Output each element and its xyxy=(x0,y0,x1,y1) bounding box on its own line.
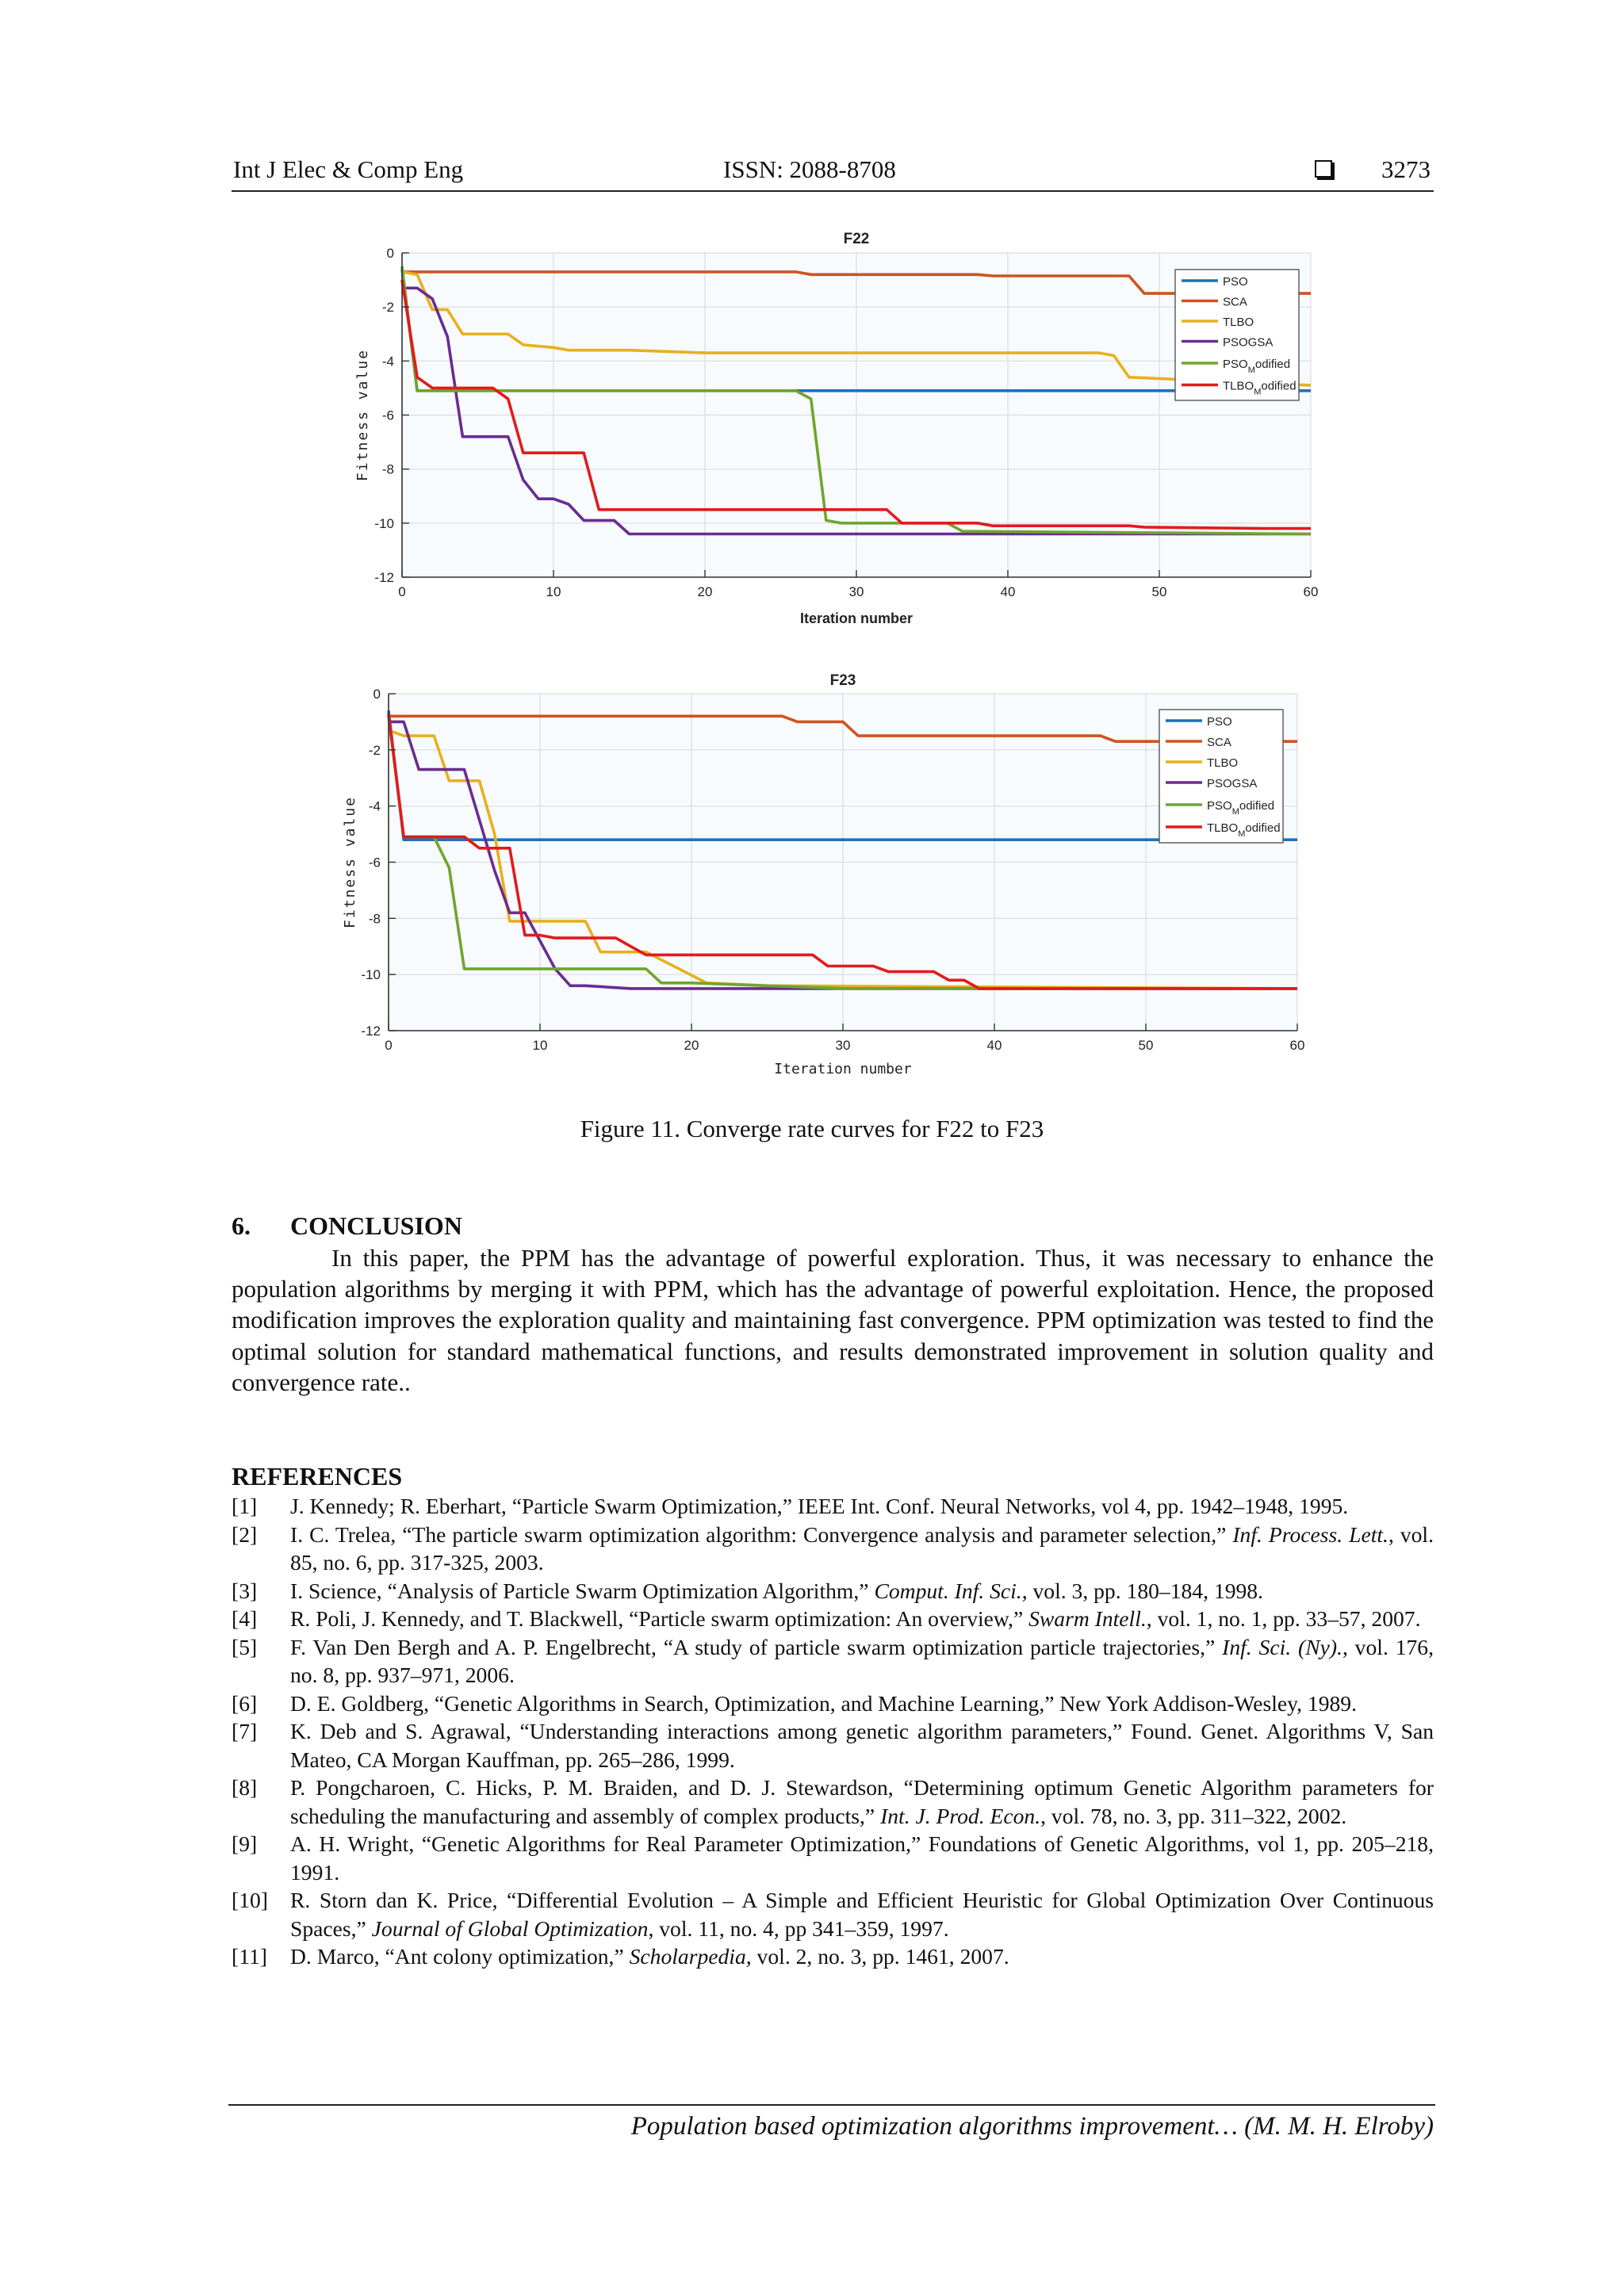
chart-title: F22 xyxy=(843,231,870,247)
reference-number: [8] xyxy=(232,1775,258,1800)
x-tick-label: 40 xyxy=(986,1038,1002,1053)
reference-number: [3] xyxy=(232,1578,258,1603)
legend-label: $TLBO_Modified$ xyxy=(1223,379,1297,397)
x-axis-label: Iteration number xyxy=(774,1061,912,1077)
y-tick-label: -6 xyxy=(368,855,381,871)
page-header xyxy=(232,155,1434,192)
y-tick-label: -8 xyxy=(381,461,394,477)
y-tick-label: 0 xyxy=(373,687,381,702)
reference-source: Scholarpedia, xyxy=(629,1944,752,1969)
reference-text: A. H. Wright, “Genetic Algorithms for Real Parameter Optimization,” Foundations of Genetic Algorithms, vol 1, pp. 205–218, 1991. xyxy=(290,1831,1434,1885)
legend-label: TLBO xyxy=(1223,316,1254,329)
reference-number: [4] xyxy=(232,1606,258,1631)
x-tick-label: 60 xyxy=(1289,1038,1305,1053)
legend-label: PSOGSA xyxy=(1223,335,1274,350)
x-tick-label: 0 xyxy=(385,1038,393,1053)
y-tick-label: -8 xyxy=(368,911,381,927)
y-tick-label: -4 xyxy=(368,798,381,814)
legend-label: SCA xyxy=(1223,295,1247,309)
reference-text: R. Poli, J. Kennedy, and T. Blackwell, “Particle swarm optimization: An overview,” xyxy=(290,1606,1029,1631)
y-tick-label: -4 xyxy=(381,354,394,369)
x-tick-label: 50 xyxy=(1151,584,1167,599)
journal-name: Int J Elec & Comp Eng xyxy=(233,155,464,183)
reference-text: D. E. Goldberg, “Genetic Algorithms in Search, Optimization, and Machine Learning,” New York Addison-Wesley, 1989. xyxy=(290,1690,1358,1716)
reference-item xyxy=(232,1717,1434,1774)
section-heading: CONCLUSION xyxy=(290,1211,462,1240)
y-tick-label: -10 xyxy=(374,515,394,531)
y-tick-label: -2 xyxy=(368,742,381,758)
x-tick-label: 0 xyxy=(398,584,406,599)
reference-source: Inf. Sci. (Ny). xyxy=(1222,1634,1342,1659)
reference-item xyxy=(232,1774,1434,1830)
reference-source: Journal of Global Optimization xyxy=(371,1915,649,1941)
x-tick-label: 20 xyxy=(697,584,713,599)
reference-number: [11] xyxy=(232,1944,267,1969)
reference-text: J. Kennedy; R. Eberhart, “Particle Swarm Optimization,” IEEE Int. Conf. Neural Networks, vol 4, pp. 1942–1948, 1995. xyxy=(290,1494,1349,1518)
x-tick-label: 40 xyxy=(1000,584,1016,599)
reference-source: Swarm Intell. xyxy=(1028,1606,1147,1631)
reference-text: D. Marco, “Ant colony optimization,” xyxy=(290,1944,630,1969)
chart-f22 xyxy=(0,222,1624,634)
x-tick-label: 10 xyxy=(532,1038,548,1053)
reference-item xyxy=(232,1605,1434,1633)
reference-list xyxy=(232,1492,1434,1971)
reference-item xyxy=(232,1492,1434,1521)
reference-item xyxy=(232,1830,1434,1886)
y-tick-label: -12 xyxy=(361,1024,381,1039)
page-number: 3273 xyxy=(1381,155,1431,183)
figure-caption: Figure 11. Converge rate curves for F22 to F23 xyxy=(580,1115,1044,1142)
reference-text: I. C. Trelea, “The particle swarm optimization algorithm: Convergence analysis and parameter selection,” xyxy=(290,1521,1233,1547)
legend-label: $TLBO_Modified$ xyxy=(1207,821,1281,839)
reference-text-tail: , vol. 85, no. 6, pp. 317-325, 2003. xyxy=(290,1521,1434,1575)
reference-text-tail: vol. 2, no. 3, pp. 1461, 2007. xyxy=(751,1944,1009,1969)
y-tick-label: -2 xyxy=(381,300,394,316)
y-axis-label: Fitness value xyxy=(342,796,358,928)
y-tick-label: -10 xyxy=(361,967,381,983)
chart-title: F23 xyxy=(829,672,856,689)
chart-legend xyxy=(1175,270,1299,400)
page-footer: Population based optimization algorithms improvement… (M. M. H. Elroby) xyxy=(630,2112,1434,2141)
reference-source: Inf. Process. Lett. xyxy=(1232,1521,1388,1547)
reference-text: K. Deb and S. Agrawal, “Understanding interactions among genetic algorithm parameters,” Found. Genet. Algorithms V, San Mateo, CA Morgan Kauffman, pp. 265–286, 1999. xyxy=(290,1719,1434,1772)
reference-text-tail: , vol. 78, no. 3, pp. 311–322, 2002. xyxy=(1040,1803,1347,1828)
legend-label: PSO xyxy=(1223,275,1248,289)
reference-item xyxy=(232,1633,1434,1689)
footer-rule xyxy=(228,2104,1435,2106)
y-tick-label: -6 xyxy=(381,408,394,423)
reference-item xyxy=(232,1577,1434,1605)
x-tick-label: 30 xyxy=(848,584,864,599)
legend-label: TLBO xyxy=(1207,756,1239,770)
reference-number: [6] xyxy=(232,1690,258,1716)
reference-number: [9] xyxy=(232,1831,258,1856)
reference-number: [2] xyxy=(232,1521,258,1547)
x-tick-label: 10 xyxy=(546,584,561,599)
conclusion-paragraph: In this paper, the PPM has the advantage of powerful exploration. Thus, it was necessary to enhance the population algorithms by merging it with PPM, which has the advantage of powerful exploitation. Hence, the proposed modification improves the exploration quality and maintaining fast convergence. PPM optimization was tested to find the optimal solution for standard mathematical functions, and results demonstrated improvement in solution quality and convergence rate.. xyxy=(232,1244,1434,1396)
reference-text-tail: , vol. 1, no. 1, pp. 33–57, 2007. xyxy=(1146,1606,1421,1631)
legend-label: $PSO_Modified$ xyxy=(1223,358,1291,375)
chart-legend xyxy=(1159,710,1283,843)
references-title: REFERENCES xyxy=(232,1462,403,1490)
chart-f23 xyxy=(0,663,1624,1083)
y-axis-label: Fitness value xyxy=(354,349,371,481)
reference-text: I. Science, “Analysis of Particle Swarm Optimization Algorithm,” xyxy=(290,1578,875,1603)
y-tick-label: -12 xyxy=(374,570,394,585)
reference-text: P. Pongcharoen, C. Hicks, P. M. Braiden, and D. J. Stewardson, “Determining optimum Genetic Algorithm parameters for scheduling the manufacturing and assembly of complex products,” xyxy=(290,1775,1434,1828)
reference-number: [5] xyxy=(232,1634,258,1659)
reference-source: Comput. Inf. Sci. xyxy=(874,1578,1022,1603)
legend-label: SCA xyxy=(1207,736,1231,749)
reference-item xyxy=(232,1886,1434,1942)
x-tick-label: 30 xyxy=(835,1038,851,1053)
reference-text-tail: , vol. 3, pp. 180–184, 1998. xyxy=(1021,1578,1263,1603)
reference-source: Int. J. Prod. Econ. xyxy=(880,1803,1041,1828)
reference-number: [7] xyxy=(232,1719,258,1743)
x-axis-label: Iteration number xyxy=(799,610,914,626)
section-title xyxy=(232,1211,462,1241)
legend-label: $PSO_Modified$ xyxy=(1207,799,1275,817)
x-tick-label: 50 xyxy=(1138,1038,1154,1053)
reference-number: [10] xyxy=(232,1888,268,1912)
legend-label: PSO xyxy=(1207,715,1232,729)
legend-label: PSOGSA xyxy=(1207,777,1258,790)
reference-text-tail: , vol. 176, no. 8, pp. 937–971, 2006. xyxy=(290,1634,1434,1687)
reference-number: [1] xyxy=(232,1494,258,1518)
reference-item xyxy=(232,1521,1434,1577)
reference-text-tail: , vol. 11, no. 4, pp 341–359, 1997. xyxy=(648,1915,949,1941)
section-number: 6. xyxy=(232,1211,251,1240)
x-tick-label: 60 xyxy=(1303,584,1319,599)
y-tick-label: 0 xyxy=(386,246,394,261)
reference-text: F. Van Den Bergh and A. P. Engelbrecht, “A study of particle swarm optimization particle trajectories,” xyxy=(290,1634,1223,1659)
issn: ISSN: 2088-8708 xyxy=(723,155,896,183)
square-bullet-icon xyxy=(1315,160,1332,178)
reference-text: R. Storn dan K. Price, “Differential Evolution – A Simple and Efficient Heuristic for Global Optimization Over Continuous Spaces,” xyxy=(290,1888,1434,1941)
x-tick-label: 20 xyxy=(684,1038,699,1053)
reference-item xyxy=(232,1689,1434,1718)
reference-item xyxy=(232,1942,1434,1971)
